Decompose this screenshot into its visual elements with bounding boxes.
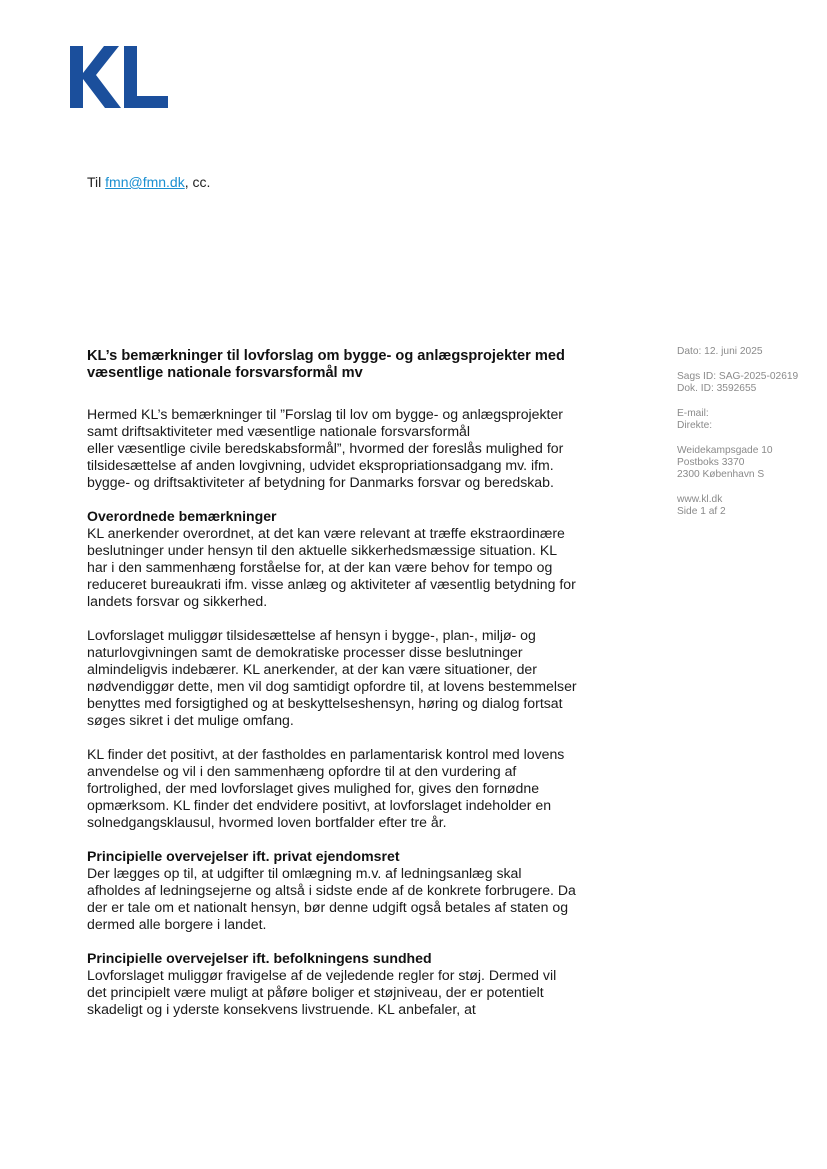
document-body [87, 406, 577, 1018]
section-heading: Principielle overvejelser ift. befolkningens sundhed [87, 950, 432, 966]
doc-id-text: Dok. ID: 3592655 [677, 383, 757, 394]
section-paragraph: KL finder det positivt, at der fastholdes en parlamentarisk kontrol med lovens anvendelse og vil i den sammenhæng opfordre til at den vurdering af fortrolighed, der med lovforslaget gives mulighed for, gives den fornødne opmærksom. KL finder det endvidere positivt, at lovforslaget indeholder en solnedgangsklausul, hvormed loven bortfalder efter tre år. [87, 746, 565, 830]
sidebar-metadata [677, 346, 817, 531]
recipient-email-link[interactable]: fmn@fmn.dk [105, 174, 185, 190]
intro-paragraph-2: eller væsentlige civile beredskabsformål”, hvormed der foreslås mulighed for tilsidesættelse af anden lovgivning, udvidet ekspropriationsadgang mv. ifm. bygge- og driftsaktiviteter af betydning for Danmarks forsvar og beredskab. [87, 440, 564, 490]
document-title: KL’s bemærkninger til lovforslag om bygge- og anlægsprojekter med væsentlige nationale forsvarsformål mv [87, 348, 565, 381]
contact-group [677, 408, 817, 432]
section-paragraph: Lovforslaget muliggør tilsidesættelse af hensyn i bygge-, plan-, miljø- og naturlovgivningen samt de demokratiske processer disse beslutninger almindeligvis indebærer. KL anerkender, at der kan være situationer, der nødvendiggør dette, men vil dog samtidigt opfordre til, at lovens bestemmelser benyttes med forsigtighed og at beskyttelseshensyn, høring og dialog fortsat søges sikret i det mulige omfang. [87, 627, 577, 728]
section-paragraph: Lovforslaget muliggør fravigelse af de vejledende regler for støj. Dermed vil det principielt være muligt at påføre boliger et støjniveau, der er potentielt skadeligt og i yderste konsekvens livstruende. KL anbefaler, at [87, 967, 557, 1017]
id-group [677, 371, 817, 395]
section-heading: Principielle overvejelser ift. privat ejendomsret [87, 848, 400, 864]
intro-paragraph-1: Hermed KL’s bemærkninger til ”Forslag til lov om bygge- og anlægsprojekter samt driftsaktiviteter med væsentlige nationale forsvarsformål [87, 406, 564, 439]
date-text: Dato: 12. juni 2025 [677, 346, 763, 357]
email-label: E-mail: [677, 408, 709, 419]
section-paragraph: Der lægges op til, at udgifter til omlægning m.v. af ledningsanlæg skal afholdes af ledningsejerne og altså i sidste ende af de konkrete forbrugere. Da der er tale om et nationalt hensyn, bør denne udgift også betales af staten og dermed alle borgere i landet. [87, 865, 576, 932]
city-text: 2300 København S [677, 469, 765, 480]
recipient-suffix: , cc. [184, 174, 211, 190]
street-text: Weidekampsgade 10 [677, 445, 773, 456]
recipient-prefix: Til [87, 174, 102, 190]
pobox-text: Postboks 3370 [677, 457, 745, 468]
section-paragraph: KL anerkender overordnet, at det kan være relevant at træffe ekstraordinære beslutninger under hensyn til den aktuelle sikkerhedsmæssige situation. KL har i den sammenhæng forståelse for, at der kan være behov for tempo og reduceret bureaukrati ifm. visse anlæg og aktiviteter af væsentlig betydning for landets forsvar og sikkerhed. [87, 525, 576, 609]
section-heading: Overordnede bemærkninger [87, 508, 277, 524]
web-group [677, 494, 817, 518]
web-link[interactable]: www.kl.dk [677, 494, 723, 505]
kl-logo [70, 46, 170, 108]
page-indicator: Side 1 af 2 [677, 506, 726, 517]
recipient-line [87, 174, 210, 190]
section-sundhed [87, 950, 577, 1018]
section-ejendomsret [87, 848, 577, 933]
address-group [677, 445, 817, 481]
date-group [677, 346, 817, 358]
section-overordnede [87, 508, 577, 831]
kl-logo-mark [70, 46, 170, 108]
case-id-text: Sags ID: SAG-2025-02619 [677, 371, 799, 382]
direct-label: Direkte: [677, 420, 713, 431]
